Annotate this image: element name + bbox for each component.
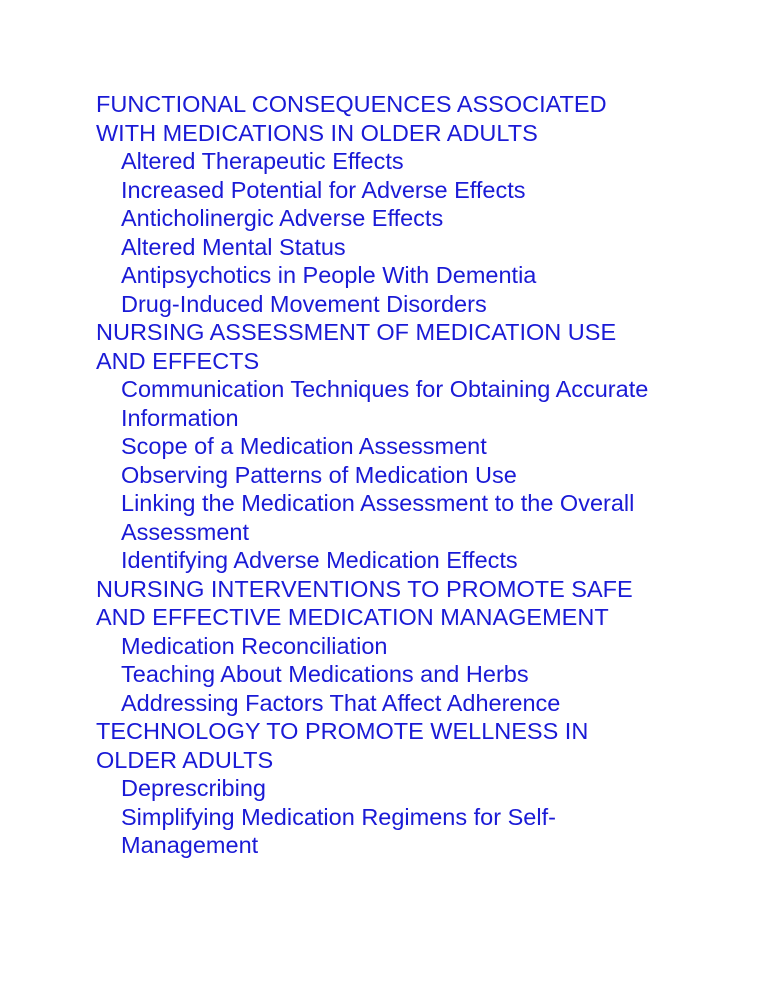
- section-items: [96, 375, 696, 575]
- section-title-line: OLDER ADULTS: [96, 746, 274, 773]
- subsection-link[interactable]: [96, 204, 696, 233]
- section-link[interactable]: [96, 318, 696, 375]
- subsection-title-line: Deprescribing: [121, 775, 266, 801]
- subsection-title-line: Scope of a Medication Assessment: [121, 433, 487, 459]
- section-title-line: AND EFFECTS: [96, 347, 260, 374]
- subsection-title-line: Communication Techniques for Obtaining Accurate: [121, 376, 649, 402]
- subsection-title-line: Teaching About Medications and Herbs: [121, 661, 529, 687]
- subsection-title-line: Linking the Medication Assessment to the Overall: [121, 490, 635, 516]
- section-title-line: NURSING ASSESSMENT OF MEDICATION USE: [96, 319, 617, 345]
- section-link[interactable]: [96, 90, 696, 147]
- section-items: [96, 147, 696, 318]
- toc-section: [96, 90, 696, 318]
- subsection-title-line: Addressing Factors That Affect Adherence: [121, 689, 561, 716]
- subsection-link[interactable]: [96, 147, 696, 176]
- subsection-link[interactable]: [96, 290, 696, 319]
- subsection-link[interactable]: [96, 632, 696, 661]
- table-of-contents: [96, 90, 696, 860]
- section-link[interactable]: [96, 575, 696, 632]
- subsection-title-line: Antipsychotics in People With Dementia: [121, 262, 537, 288]
- subsection-link[interactable]: [96, 803, 696, 860]
- subsection-title-line: Identifying Adverse Medication Effects: [121, 547, 518, 573]
- subsection-title-line: Increased Potential for Adverse Effects: [121, 176, 526, 203]
- section-title-line: AND EFFECTIVE MEDICATION MANAGEMENT: [96, 604, 609, 630]
- toc-section: [96, 717, 696, 860]
- subsection-link[interactable]: [96, 432, 696, 461]
- subsection-title-line: Assessment: [121, 518, 249, 545]
- section-title-line: FUNCTIONAL CONSEQUENCES ASSOCIATED: [96, 91, 607, 117]
- subsection-link[interactable]: [96, 461, 696, 490]
- subsection-link[interactable]: [96, 261, 696, 290]
- subsection-title-line: Altered Therapeutic Effects: [121, 148, 404, 174]
- subsection-link[interactable]: [96, 489, 696, 546]
- subsection-title-line: Altered Mental Status: [121, 233, 346, 260]
- subsection-link[interactable]: [96, 660, 696, 689]
- toc-section: [96, 318, 696, 575]
- subsection-title-line: Simplifying Medication Regimens for Self-: [121, 803, 556, 830]
- subsection-title-line: Management: [121, 832, 259, 858]
- subsection-title-line: Information: [121, 404, 239, 431]
- subsection-link[interactable]: [96, 233, 696, 262]
- section-link[interactable]: [96, 717, 696, 774]
- subsection-link[interactable]: [96, 546, 696, 575]
- section-title-line: TECHNOLOGY TO PROMOTE WELLNESS IN: [96, 718, 589, 744]
- section-title-line: NURSING INTERVENTIONS TO PROMOTE SAFE: [96, 575, 633, 602]
- section-items: [96, 632, 696, 718]
- subsection-title-line: Drug-Induced Movement Disorders: [121, 290, 487, 317]
- subsection-link[interactable]: [96, 176, 696, 205]
- section-title-line: WITH MEDICATIONS IN OLDER ADULTS: [96, 119, 538, 146]
- subsection-title-line: Observing Patterns of Medication Use: [121, 461, 517, 488]
- toc-section: [96, 575, 696, 718]
- subsection-title-line: Anticholinergic Adverse Effects: [121, 205, 444, 231]
- subsection-title-line: Medication Reconciliation: [121, 632, 388, 659]
- subsection-link[interactable]: [96, 689, 696, 718]
- subsection-link[interactable]: [96, 774, 696, 803]
- section-items: [96, 774, 696, 860]
- subsection-link[interactable]: [96, 375, 696, 432]
